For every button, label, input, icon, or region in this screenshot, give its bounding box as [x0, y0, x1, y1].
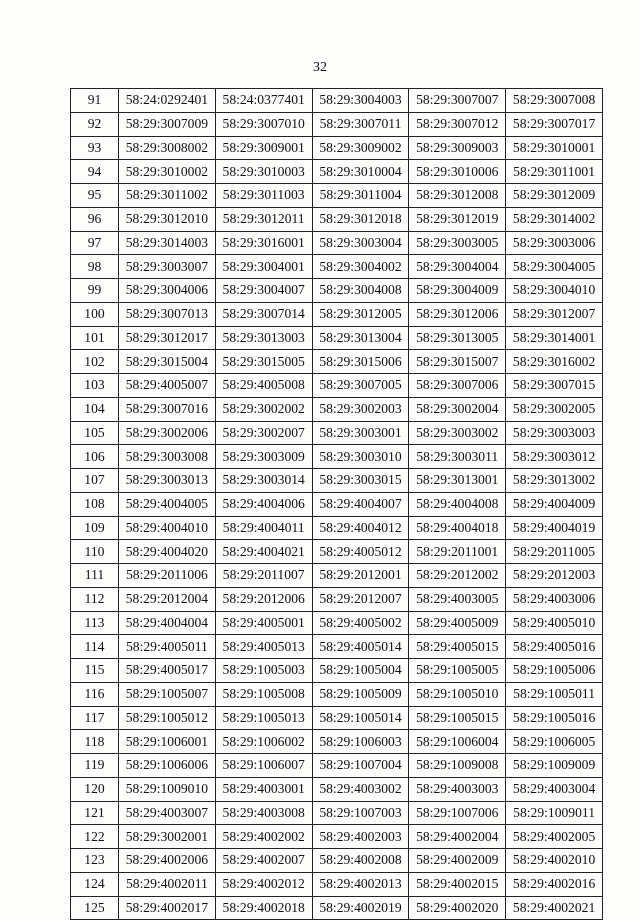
cadastral-number-cell: 58:29:1005016: [506, 706, 603, 730]
cadastral-number-cell: 58:29:1005005: [409, 659, 506, 683]
cadastral-number-cell: 58:29:1006004: [409, 730, 506, 754]
cadastral-number-cell: 58:29:4005017: [119, 659, 216, 683]
cadastral-number-cell: 58:29:3012017: [119, 326, 216, 350]
cadastral-number-cell: 58:29:2011005: [506, 540, 603, 564]
table-row: [71, 682, 603, 706]
cadastral-number-cell: 58:29:4004021: [215, 540, 312, 564]
cadastral-number-cell: 58:29:4003007: [119, 801, 216, 825]
cadastral-number-cell: 58:29:3013001: [409, 469, 506, 493]
cadastral-number-cell: 58:29:3011001: [506, 160, 603, 184]
cadastral-number-cell: 58:29:1009011: [506, 801, 603, 825]
table-row: [71, 302, 603, 326]
cadastral-number-cell: 58:29:3010003: [215, 160, 312, 184]
row-number-cell: 105: [71, 421, 119, 445]
table-row: [71, 326, 603, 350]
cadastral-number-cell: 58:29:4005015: [409, 635, 506, 659]
cadastral-number-cell: 58:29:3003002: [409, 421, 506, 445]
cadastral-number-cell: 58:29:4002015: [409, 872, 506, 896]
cadastral-number-cell: 58:29:4002009: [409, 849, 506, 873]
cadastral-number-cell: 58:29:3012006: [409, 302, 506, 326]
cadastral-number-cell: 58:29:3007015: [506, 374, 603, 398]
cadastral-number-cell: 58:29:4003002: [312, 777, 409, 801]
cadastral-number-cell: 58:29:3009001: [215, 136, 312, 160]
cadastral-number-cell: 58:29:4002004: [409, 825, 506, 849]
cadastral-number-cell: 58:29:4005012: [312, 540, 409, 564]
cadastral-number-cell: 58:29:4005010: [506, 611, 603, 635]
cadastral-number-cell: 58:29:3007010: [215, 112, 312, 136]
cadastral-number-cell: 58:29:1005015: [409, 706, 506, 730]
cadastral-number-cell: 58:29:4004004: [119, 611, 216, 635]
row-number-cell: 107: [71, 469, 119, 493]
cadastral-number-cell: 58:29:3012018: [312, 207, 409, 231]
row-number-cell: 104: [71, 397, 119, 421]
row-number-cell: 96: [71, 207, 119, 231]
table-row: [71, 564, 603, 588]
cadastral-number-cell: 58:29:1005011: [506, 682, 603, 706]
row-number-cell: 123: [71, 849, 119, 873]
cadastral-number-cell: 58:29:4005007: [119, 374, 216, 398]
cadastral-number-cell: 58:29:3011004: [312, 184, 409, 208]
cadastral-number-cell: 58:29:2012004: [119, 587, 216, 611]
cadastral-number-cell: 58:29:3004010: [506, 279, 603, 303]
cadastral-number-cell: 58:29:3016001: [215, 231, 312, 255]
cadastral-number-cell: 58:29:1005008: [215, 682, 312, 706]
cadastral-number-cell: 58:29:1006005: [506, 730, 603, 754]
cadastral-number-cell: 58:29:4002019: [312, 896, 409, 920]
cadastral-number-cell: 58:29:3012008: [409, 184, 506, 208]
table-row: [71, 255, 603, 279]
cadastral-number-cell: 58:29:3014001: [506, 326, 603, 350]
cadastral-number-cell: 58:29:1006003: [312, 730, 409, 754]
table-row: [71, 469, 603, 493]
cadastral-number-cell: 58:29:3003009: [215, 445, 312, 469]
cadastral-number-cell: 58:29:1007006: [409, 801, 506, 825]
cadastral-number-cell: 58:29:4003004: [506, 777, 603, 801]
row-number-cell: 102: [71, 350, 119, 374]
cadastral-number-cell: 58:29:4004009: [506, 492, 603, 516]
cadastral-number-cell: 58:29:4003001: [215, 777, 312, 801]
row-number-cell: 109: [71, 516, 119, 540]
cadastral-number-cell: 58:29:1005004: [312, 659, 409, 683]
cadastral-number-cell: 58:29:3015007: [409, 350, 506, 374]
cadastral-number-cell: 58:29:4004020: [119, 540, 216, 564]
cadastral-number-cell: 58:29:3002001: [119, 825, 216, 849]
cadastral-number-cell: 58:29:4005014: [312, 635, 409, 659]
row-number-cell: 97: [71, 231, 119, 255]
cadastral-number-cell: 58:29:4002006: [119, 849, 216, 873]
table-row: [71, 516, 603, 540]
row-number-cell: 125: [71, 896, 119, 920]
cadastral-number-cell: 58:29:1005007: [119, 682, 216, 706]
cadastral-number-cell: 58:29:1006002: [215, 730, 312, 754]
cadastral-number-cell: 58:29:3007007: [409, 89, 506, 113]
row-number-cell: 124: [71, 872, 119, 896]
cadastral-number-cell: 58:29:3015004: [119, 350, 216, 374]
cadastral-number-cell: 58:29:3011002: [119, 184, 216, 208]
cadastral-number-cell: 58:29:4002020: [409, 896, 506, 920]
cadastral-number-cell: 58:29:4002018: [215, 896, 312, 920]
cadastral-number-cell: 58:29:4002008: [312, 849, 409, 873]
cadastral-number-cell: 58:29:3013003: [215, 326, 312, 350]
table-row: [71, 136, 603, 160]
table-row: [71, 730, 603, 754]
cadastral-number-cell: 58:29:4003003: [409, 777, 506, 801]
table-body: [71, 89, 603, 920]
row-number-cell: 116: [71, 682, 119, 706]
row-number-cell: 114: [71, 635, 119, 659]
cadastral-number-cell: 58:29:2012007: [312, 587, 409, 611]
table-row: [71, 754, 603, 778]
cadastral-number-cell: 58:29:4004008: [409, 492, 506, 516]
table-row: [71, 112, 603, 136]
cadastral-number-cell: 58:29:4002021: [506, 896, 603, 920]
table-row: [71, 160, 603, 184]
cadastral-number-cell: 58:29:4005008: [215, 374, 312, 398]
row-number-cell: 98: [71, 255, 119, 279]
cadastral-number-cell: 58:29:3003006: [506, 231, 603, 255]
table-row: [71, 421, 603, 445]
cadastral-number-cell: 58:29:4003006: [506, 587, 603, 611]
cadastral-number-cell: 58:29:3012011: [215, 207, 312, 231]
cadastral-number-cell: 58:29:1005006: [506, 659, 603, 683]
row-number-cell: 103: [71, 374, 119, 398]
row-number-cell: 94: [71, 160, 119, 184]
cadastral-number-cell: 58:29:3010001: [506, 136, 603, 160]
row-number-cell: 100: [71, 302, 119, 326]
cadastral-number-cell: 58:29:3007012: [409, 112, 506, 136]
row-number-cell: 111: [71, 564, 119, 588]
cadastral-number-cell: 58:29:1005014: [312, 706, 409, 730]
cadastral-number-cell: 58:29:3013002: [506, 469, 603, 493]
row-number-cell: 110: [71, 540, 119, 564]
cadastral-number-cell: 58:29:3007016: [119, 397, 216, 421]
row-number-cell: 119: [71, 754, 119, 778]
cadastral-number-cell: 58:29:3007005: [312, 374, 409, 398]
cadastral-number-cell: 58:29:3015006: [312, 350, 409, 374]
cadastral-number-cell: 58:29:3002004: [409, 397, 506, 421]
cadastral-number-cell: 58:29:3008002: [119, 136, 216, 160]
cadastral-number-cell: 58:29:3004007: [215, 279, 312, 303]
row-number-cell: 108: [71, 492, 119, 516]
cadastral-number-cell: 58:29:3003013: [119, 469, 216, 493]
cadastral-number-cell: 58:29:3012009: [506, 184, 603, 208]
cadastral-number-cell: 58:29:1006006: [119, 754, 216, 778]
cadastral-number-cell: 58:29:3010004: [312, 160, 409, 184]
table-row: [71, 777, 603, 801]
cadastral-number-cell: 58:29:3013005: [409, 326, 506, 350]
cadastral-number-cell: 58:29:4005016: [506, 635, 603, 659]
cadastral-number-cell: 58:29:3016002: [506, 350, 603, 374]
cadastral-number-cell: 58:29:4002011: [119, 872, 216, 896]
cadastral-number-cell: 58:29:1009010: [119, 777, 216, 801]
row-number-cell: 95: [71, 184, 119, 208]
cadastral-number-cell: 58:29:1005009: [312, 682, 409, 706]
cadastral-number-cell: 58:29:1006007: [215, 754, 312, 778]
cadastral-number-cell: 58:29:3002003: [312, 397, 409, 421]
cadastral-number-cell: 58:29:4004005: [119, 492, 216, 516]
cadastral-number-cell: 58:29:4004006: [215, 492, 312, 516]
cadastral-number-cell: 58:29:3004005: [506, 255, 603, 279]
cadastral-number-cell: 58:29:4004011: [215, 516, 312, 540]
cadastral-number-cell: 58:29:3002007: [215, 421, 312, 445]
cadastral-number-cell: 58:29:4004012: [312, 516, 409, 540]
cadastral-number-cell: 58:29:3009003: [409, 136, 506, 160]
cadastral-number-cell: 58:29:2011006: [119, 564, 216, 588]
cadastral-number-cell: 58:29:3004006: [119, 279, 216, 303]
cadastral-number-cell: 58:29:3003003: [506, 421, 603, 445]
cadastral-number-cell: 58:29:3010002: [119, 160, 216, 184]
cadastral-number-cell: 58:29:4002016: [506, 872, 603, 896]
table-row: [71, 207, 603, 231]
cadastral-number-cell: 58:29:3002005: [506, 397, 603, 421]
table-row: [71, 184, 603, 208]
cadastral-number-cell: 58:29:3007013: [119, 302, 216, 326]
row-number-cell: 122: [71, 825, 119, 849]
cadastral-number-cell: 58:29:3014003: [119, 231, 216, 255]
table-row: [71, 706, 603, 730]
cadastral-number-cell: 58:29:4002003: [312, 825, 409, 849]
cadastral-number-cell: 58:29:3003011: [409, 445, 506, 469]
cadastral-number-cell: 58:29:4005002: [312, 611, 409, 635]
table-row: [71, 279, 603, 303]
cadastral-number-cell: 58:29:3007009: [119, 112, 216, 136]
cadastral-number-cell: 58:29:4002012: [215, 872, 312, 896]
row-number-cell: 92: [71, 112, 119, 136]
table-row: [71, 397, 603, 421]
row-number-cell: 91: [71, 89, 119, 113]
cadastral-number-cell: 58:29:3007011: [312, 112, 409, 136]
table-row: [71, 374, 603, 398]
cadastral-number-cell: 58:29:4004018: [409, 516, 506, 540]
table-row: [71, 492, 603, 516]
cadastral-number-cell: 58:29:3014002: [506, 207, 603, 231]
cadastral-number-cell: 58:29:3003008: [119, 445, 216, 469]
table-row: [71, 540, 603, 564]
cadastral-number-cell: 58:29:4004007: [312, 492, 409, 516]
cadastral-number-cell: 58:29:3003014: [215, 469, 312, 493]
cadastral-number-cell: 58:29:4002005: [506, 825, 603, 849]
cadastral-number-cell: 58:29:1009008: [409, 754, 506, 778]
row-number-cell: 117: [71, 706, 119, 730]
table-row: [71, 659, 603, 683]
cadastral-number-cell: 58:29:3002002: [215, 397, 312, 421]
table-row: [71, 872, 603, 896]
cadastral-number-cell: 58:29:4002007: [215, 849, 312, 873]
cadastral-number-cell: 58:29:3004009: [409, 279, 506, 303]
cadastral-number-cell: 58:29:3002006: [119, 421, 216, 445]
table-row: [71, 587, 603, 611]
cadastral-number-cell: 58:29:4002017: [119, 896, 216, 920]
cadastral-numbers-table: [70, 88, 603, 920]
cadastral-number-cell: 58:29:3004008: [312, 279, 409, 303]
cadastral-number-cell: 58:29:3003015: [312, 469, 409, 493]
cadastral-number-cell: 58:29:1005013: [215, 706, 312, 730]
cadastral-number-cell: 58:29:2012001: [312, 564, 409, 588]
row-number-cell: 118: [71, 730, 119, 754]
cadastral-number-cell: 58:29:1007004: [312, 754, 409, 778]
cadastral-number-cell: 58:29:4003008: [215, 801, 312, 825]
cadastral-number-cell: 58:29:3003001: [312, 421, 409, 445]
row-number-cell: 113: [71, 611, 119, 635]
cadastral-number-cell: 58:29:4005001: [215, 611, 312, 635]
cadastral-number-cell: 58:29:3007017: [506, 112, 603, 136]
cadastral-number-cell: 58:29:4004010: [119, 516, 216, 540]
cadastral-number-cell: 58:29:4002013: [312, 872, 409, 896]
table-row: [71, 445, 603, 469]
cadastral-number-cell: 58:29:3003007: [119, 255, 216, 279]
cadastral-number-cell: 58:29:2012006: [215, 587, 312, 611]
cadastral-number-cell: 58:29:3004003: [312, 89, 409, 113]
cadastral-number-cell: 58:29:3004002: [312, 255, 409, 279]
cadastral-number-cell: 58:29:3004001: [215, 255, 312, 279]
cadastral-number-cell: 58:24:0377401: [215, 89, 312, 113]
table-row: [71, 849, 603, 873]
cadastral-number-cell: 58:29:4005011: [119, 635, 216, 659]
cadastral-number-cell: 58:24:0292401: [119, 89, 216, 113]
cadastral-number-cell: 58:29:4003005: [409, 587, 506, 611]
cadastral-number-cell: 58:29:1007003: [312, 801, 409, 825]
cadastral-number-cell: 58:29:3003010: [312, 445, 409, 469]
row-number-cell: 120: [71, 777, 119, 801]
table-row: [71, 350, 603, 374]
cadastral-number-cell: 58:29:3007006: [409, 374, 506, 398]
cadastral-number-cell: 58:29:1005003: [215, 659, 312, 683]
row-number-cell: 112: [71, 587, 119, 611]
cadastral-number-cell: 58:29:3012007: [506, 302, 603, 326]
cadastral-number-cell: 58:29:4002002: [215, 825, 312, 849]
page-number: 32: [313, 60, 327, 75]
cadastral-number-cell: 58:29:3013004: [312, 326, 409, 350]
cadastral-number-cell: 58:29:3012019: [409, 207, 506, 231]
table-row: [71, 825, 603, 849]
table-row: [71, 89, 603, 113]
cadastral-number-cell: 58:29:3012010: [119, 207, 216, 231]
cadastral-number-cell: 58:29:3003012: [506, 445, 603, 469]
cadastral-number-cell: 58:29:2012002: [409, 564, 506, 588]
row-number-cell: 93: [71, 136, 119, 160]
cadastral-number-cell: 58:29:2011001: [409, 540, 506, 564]
cadastral-number-cell: 58:29:2011007: [215, 564, 312, 588]
table-row: [71, 801, 603, 825]
cadastral-number-cell: 58:29:1009009: [506, 754, 603, 778]
cadastral-number-cell: 58:29:3007014: [215, 302, 312, 326]
cadastral-number-cell: 58:29:4002010: [506, 849, 603, 873]
cadastral-number-cell: 58:29:3003004: [312, 231, 409, 255]
cadastral-number-cell: 58:29:3010006: [409, 160, 506, 184]
table-row: [71, 231, 603, 255]
cadastral-number-cell: 58:29:4005013: [215, 635, 312, 659]
table-row: [71, 611, 603, 635]
cadastral-number-cell: 58:29:1006001: [119, 730, 216, 754]
cadastral-number-cell: 58:29:3003005: [409, 231, 506, 255]
cadastral-number-cell: 58:29:3007008: [506, 89, 603, 113]
cadastral-number-cell: 58:29:1005010: [409, 682, 506, 706]
table-row: [71, 635, 603, 659]
cadastral-number-cell: 58:29:3009002: [312, 136, 409, 160]
cadastral-number-cell: 58:29:4004019: [506, 516, 603, 540]
row-number-cell: 99: [71, 279, 119, 303]
cadastral-number-cell: 58:29:3004004: [409, 255, 506, 279]
cadastral-number-cell: 58:29:3011003: [215, 184, 312, 208]
cadastral-number-cell: 58:29:3015005: [215, 350, 312, 374]
row-number-cell: 121: [71, 801, 119, 825]
row-number-cell: 101: [71, 326, 119, 350]
cadastral-number-cell: 58:29:1005012: [119, 706, 216, 730]
table-row: [71, 896, 603, 920]
cadastral-number-cell: 58:29:2012003: [506, 564, 603, 588]
row-number-cell: 106: [71, 445, 119, 469]
row-number-cell: 115: [71, 659, 119, 683]
cadastral-number-cell: 58:29:3012005: [312, 302, 409, 326]
cadastral-number-cell: 58:29:4005009: [409, 611, 506, 635]
